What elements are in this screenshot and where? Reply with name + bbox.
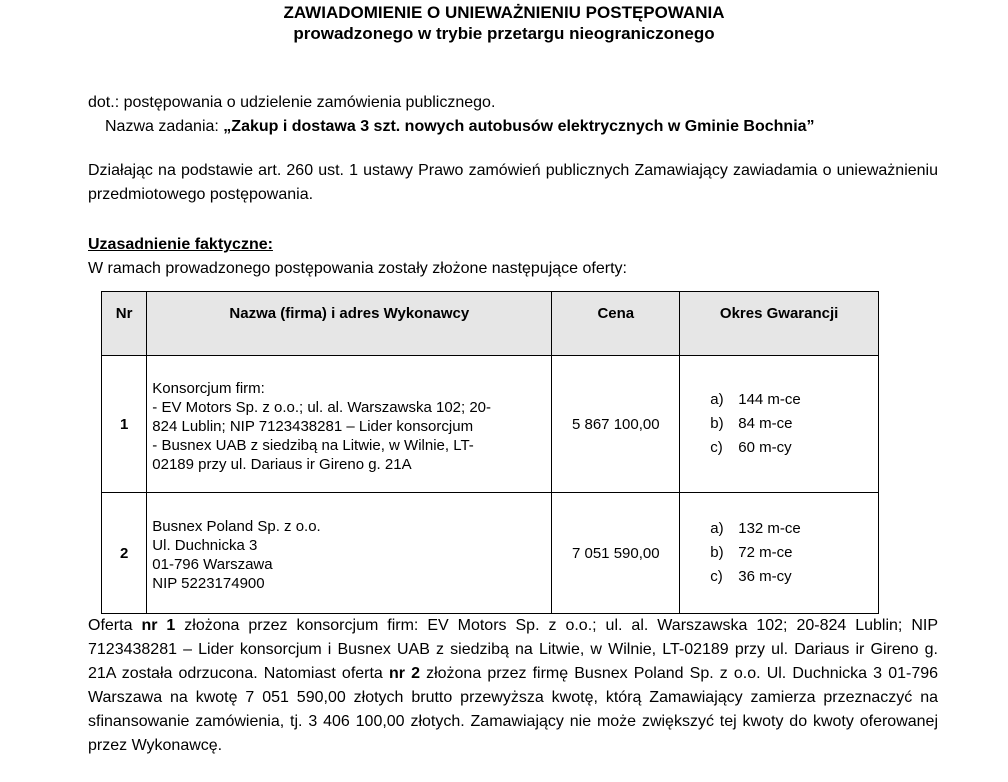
row-contractor (147, 493, 552, 614)
warranty-value: 144 m-ce (738, 391, 801, 408)
summary-text: złożona przez firmę Busnex Poland Sp. z o.o. Ul. Duchnicka 3 01-796 Warszawa na kwotę 7 051 590,00 złotych brutto przewyższa kwotę, którą Zamawiający zamierza przeznaczyć na sfinansowanie zamówienia, tj. 3 406 100,00 złotych. Zamawiający nie może zwiększyć tej kwoty do kwoty oferowanej przez Wykonawcę. (88, 665, 939, 754)
subject-line: dot.: postępowania o udzielenie zamówienia publicznego. (88, 94, 496, 111)
table-row (102, 356, 879, 493)
header-nr: Nr (102, 292, 147, 356)
warranty-item (710, 565, 878, 589)
warranty-list (680, 388, 878, 460)
warranty-item (710, 541, 878, 565)
contractor-line: Konsorcjum firm: (152, 379, 265, 397)
warranty-value: 84 m-ce (738, 415, 793, 432)
warranty-key: b) (710, 415, 724, 432)
warranty-item (710, 388, 878, 412)
row-price: 5 867 100,00 (552, 356, 680, 493)
warranty-item (710, 412, 878, 436)
task-label: Nazwa zadania: (105, 118, 224, 135)
header-name: Nazwa (firma) i adres Wykonawcy (147, 292, 552, 356)
row-price: 7 051 590,00 (552, 493, 680, 614)
facts-heading: Uzasadnienie faktyczne: (88, 236, 273, 253)
document-subtitle: prowadzonego w trybie przetargu nieograniczonego (293, 24, 715, 43)
contractor-line: 824 Lublin; NIP 7123438281 – Lider konsorcjum (152, 417, 474, 435)
contractor-line: 02189 przy ul. Dariaus ir Gireno g. 21A (152, 455, 412, 473)
warranty-item (710, 517, 878, 541)
table-header-row (102, 292, 879, 356)
warranty-item (710, 436, 878, 460)
row-warranty (680, 493, 879, 614)
warranty-list (680, 517, 878, 589)
document-title: ZAWIADOMIENIE O UNIEWAŻNIENIU POSTĘPOWANIA (283, 3, 725, 22)
header-price: Cena (552, 292, 680, 356)
header-warranty: Okres Gwarancji (680, 292, 879, 356)
row-contractor (147, 356, 552, 493)
contractor-line: Ul. Duchnicka 3 (152, 537, 258, 554)
row-nr: 2 (102, 493, 147, 614)
warranty-key: a) (710, 520, 724, 537)
summary-text: Oferta (88, 617, 142, 634)
warranty-value: 72 m-ce (738, 544, 793, 561)
summary-paragraph (88, 614, 938, 758)
contractor-line: 01-796 Warszawa (152, 556, 273, 573)
row-nr: 1 (102, 356, 147, 493)
offers-table (101, 291, 879, 614)
warranty-key: c) (710, 439, 723, 456)
legal-basis-paragraph: Działając na podstawie art. 260 ust. 1 ustawy Prawo zamówień publicznych Zamawiający zawiadamia o unieważnieniu przedmiotowego postępowania. (88, 162, 938, 203)
warranty-key: b) (710, 544, 724, 561)
summary-text: złożona przez konsorcjum firm: EV Motors Sp. z o.o.; ul. al. Warszawska 102; 20-824 Lublin; NIP 7123438281 – Lider konsorcjum i Busnex UAB z siedzibą na Litwie, w Wilnie, LT-02189 przy ul. Dariaus ir Gireno g. 21A została odrzucona. Natomiast oferta (88, 617, 939, 682)
offer-number-2: nr 2 (388, 665, 420, 682)
contractor-line: NIP 5223174900 (152, 575, 265, 592)
contractor-line: - Busnex UAB z siedzibą na Litwie, w Wilnie, LT- (152, 436, 474, 454)
warranty-key: a) (710, 391, 724, 408)
facts-lead: W ramach prowadzonego postępowania zostały złożone następujące oferty: (88, 260, 627, 277)
row-warranty (680, 356, 879, 493)
table-row (102, 493, 879, 614)
warranty-key: c) (710, 568, 723, 585)
task-line (105, 115, 955, 139)
warranty-value: 132 m-ce (738, 520, 801, 537)
warranty-value: 36 m-cy (738, 568, 792, 585)
contractor-line: - EV Motors Sp. z o.o.; ul. al. Warszawska 102; 20- (152, 398, 492, 416)
task-name: „Zakup i dostawa 3 szt. nowych autobusów elektrycznych w Gminie Bochnia” (223, 118, 815, 135)
offer-number-1: nr 1 (141, 617, 176, 634)
warranty-value: 60 m-cy (738, 439, 792, 456)
contractor-line: Busnex Poland Sp. z o.o. (152, 518, 321, 535)
